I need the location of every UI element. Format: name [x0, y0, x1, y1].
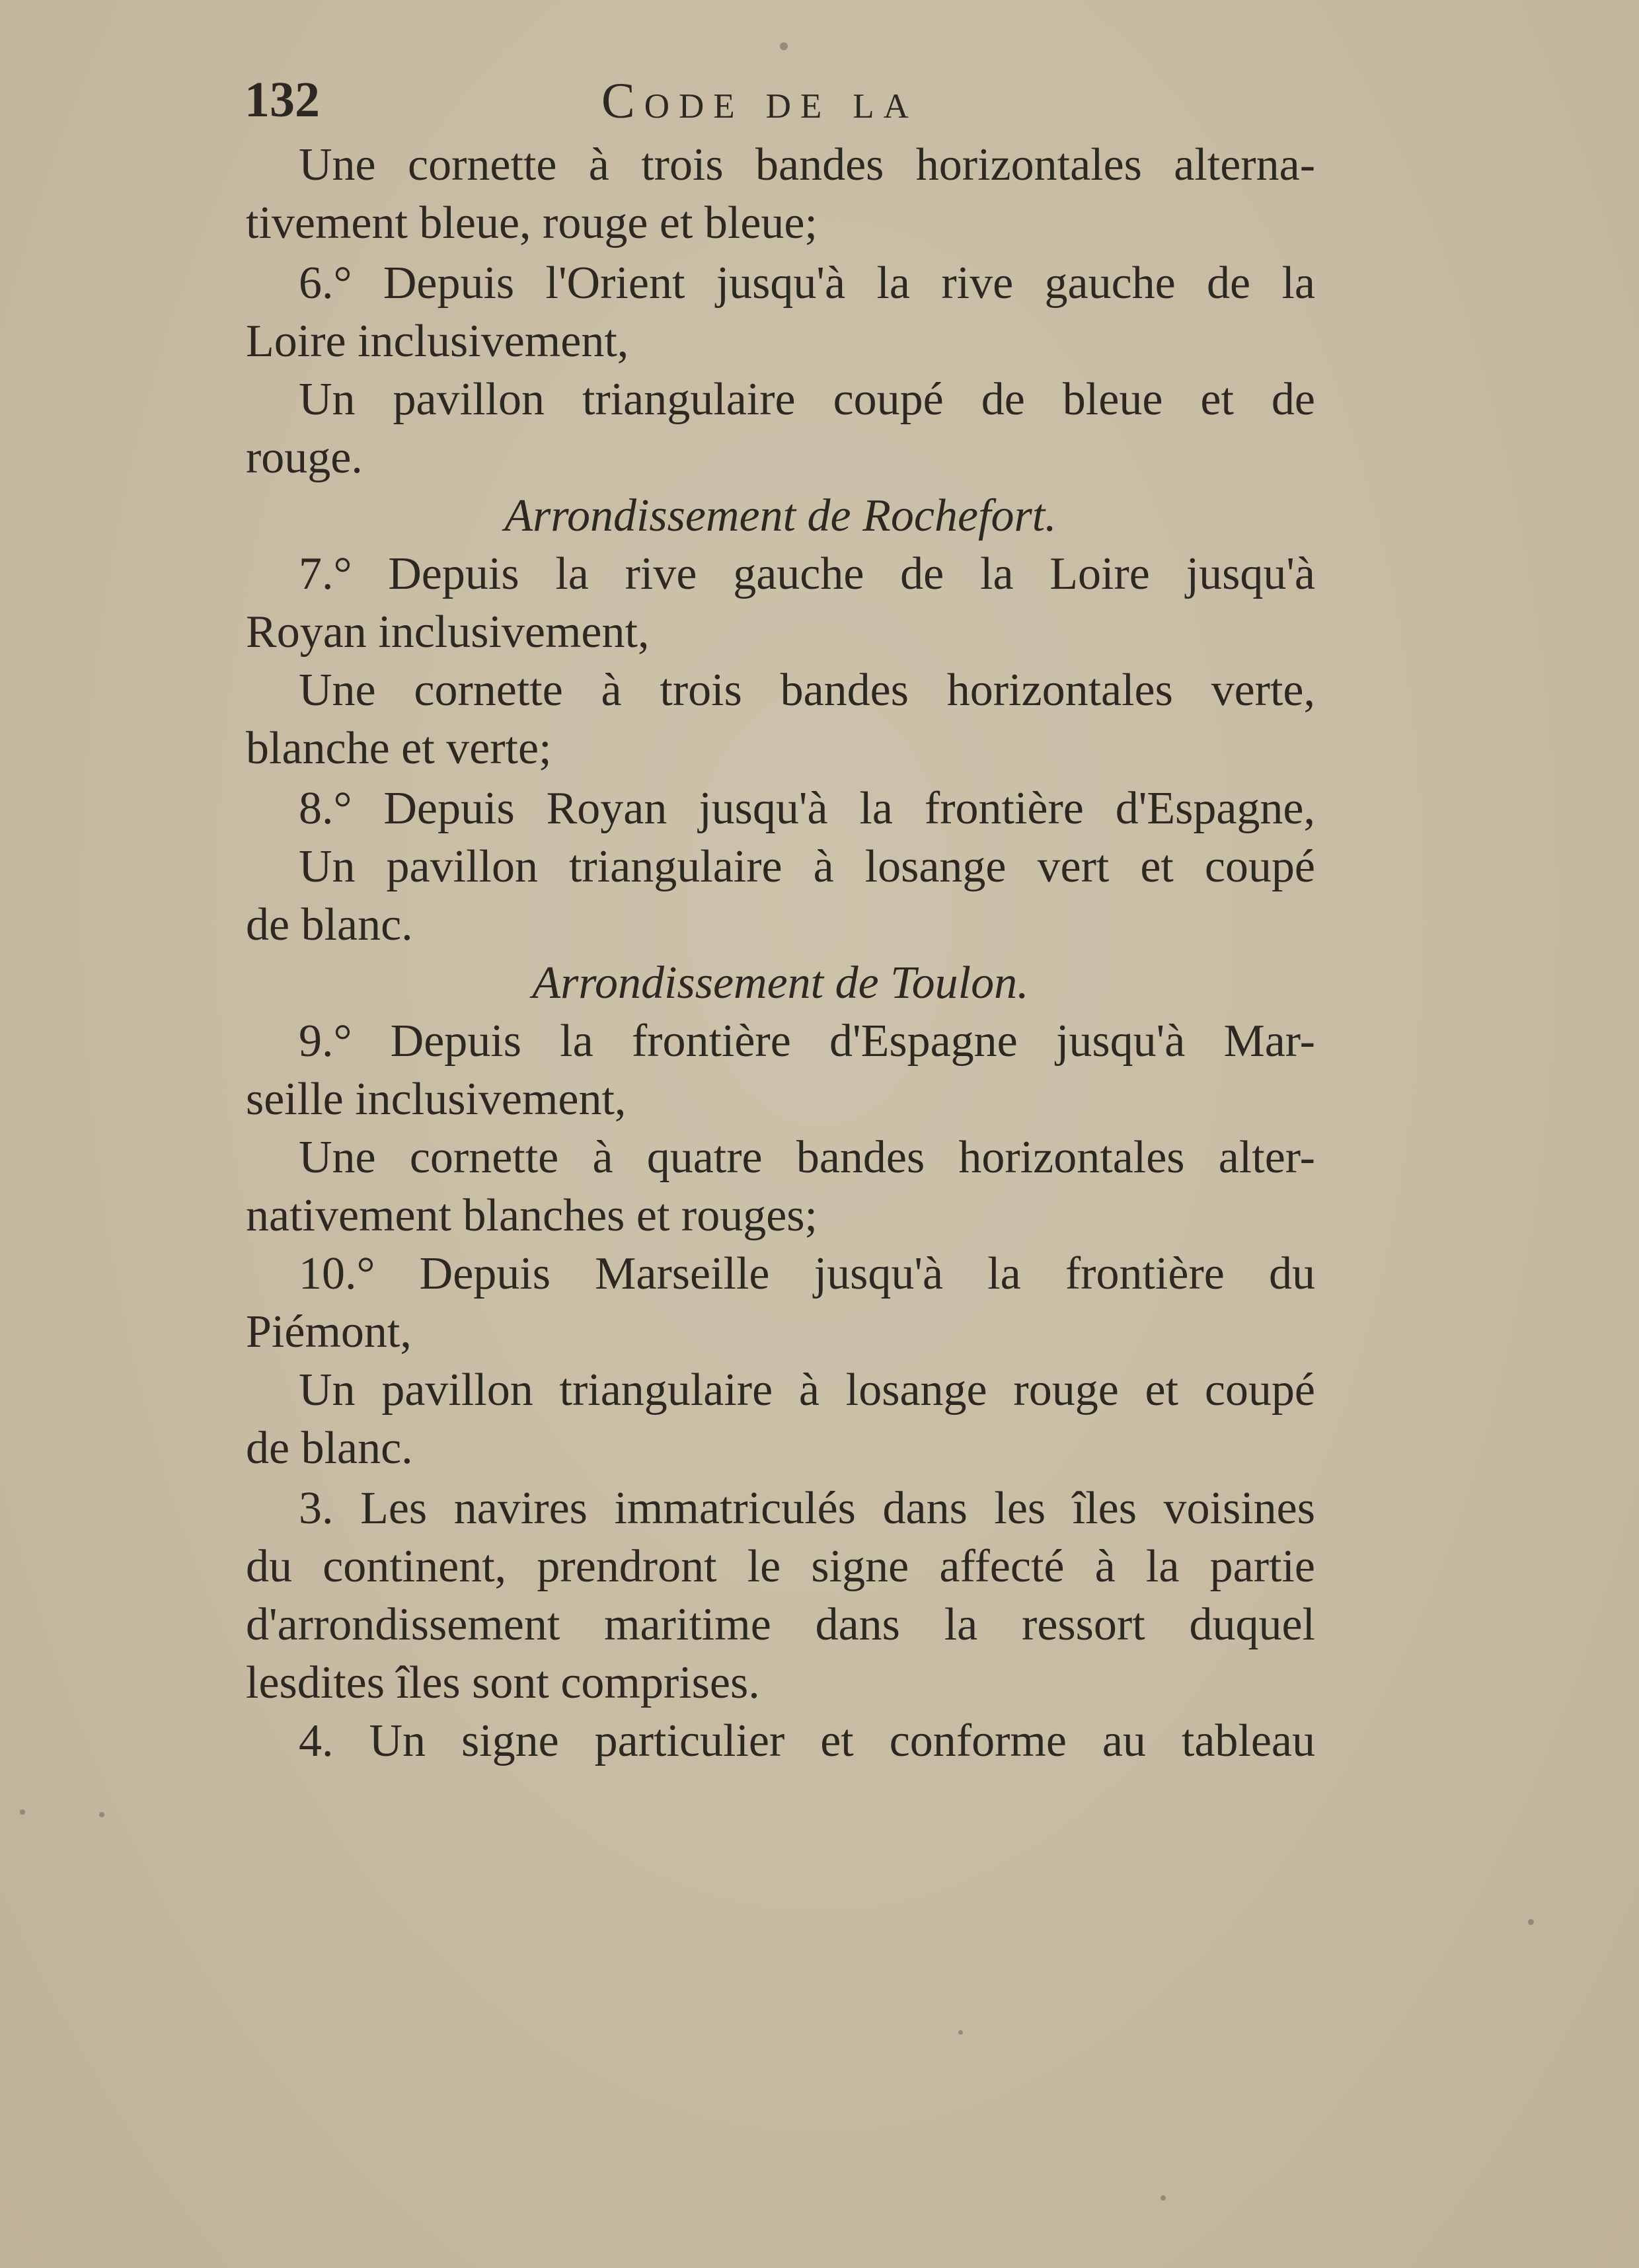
running-title: Code de la: [601, 73, 918, 129]
paper-speck: [1528, 1919, 1534, 1925]
text-line: blanche et verte;: [246, 723, 552, 774]
text-line: Une cornette à trois bandes horizontales verte,: [299, 665, 1315, 716]
body-text: [246, 136, 1315, 1770]
text-line: Royan inclusivement,: [246, 607, 650, 658]
page-number: 132: [245, 72, 320, 128]
page-header: [245, 71, 1315, 137]
text-line: du continent, prendront le signe affecté à la partie: [246, 1541, 1315, 1592]
text-line: Une cornette à trois bandes horizontales alterna-: [299, 139, 1315, 190]
text-line: Une cornette à quatre bandes horizontales alter-: [299, 1132, 1315, 1183]
text-line: seille inclusivement,: [246, 1074, 627, 1125]
paper-speck: [20, 1809, 25, 1815]
paper-speck: [1161, 2195, 1166, 2201]
text-line: Piémont,: [246, 1306, 412, 1357]
text-line: 8.° Depuis Royan jusqu'à la frontière d'Espagne,: [299, 783, 1315, 834]
text-line: nativement blanches et rouges;: [246, 1190, 818, 1241]
text-line: Loire inclusivement,: [246, 316, 629, 367]
text-line: d'arrondissement maritime dans la ressort duquel: [246, 1599, 1315, 1650]
text-line: 10.° Depuis Marseille jusqu'à la frontière du: [299, 1248, 1315, 1299]
paper-speck: [780, 42, 788, 50]
paper-speck: [958, 2030, 963, 2035]
text-line: Un pavillon triangulaire à losange rouge et coupé: [299, 1365, 1315, 1416]
text-line: 4. Un signe particulier et conforme au tableau: [299, 1716, 1315, 1766]
text-line: 9.° Depuis la frontière d'Espagne jusqu'à Mar-: [299, 1016, 1315, 1067]
text-line: tivement bleue, rouge et bleue;: [246, 198, 818, 248]
text-line: Un pavillon triangulaire à losange vert et coupé: [299, 841, 1315, 892]
text-line: 6.° Depuis l'Orient jusqu'à la rive gauche de la: [299, 258, 1315, 309]
text-line: 3. Les navires immatriculés dans les îles voisines: [299, 1483, 1315, 1534]
text-line: de blanc.: [246, 899, 413, 950]
text-line: 7.° Depuis la rive gauche de la Loire jusqu'à: [299, 548, 1315, 599]
text-line: Un pavillon triangulaire coupé de bleue et de: [299, 374, 1315, 425]
text-line: lesdites îles sont comprises.: [246, 1657, 760, 1708]
text-line: de blanc.: [246, 1423, 413, 1474]
section-heading-rochefort: Arrondissement de Rochefort.: [504, 490, 1057, 541]
paper-speck: [99, 1812, 104, 1817]
text-line: rouge.: [246, 432, 363, 483]
section-heading-toulon: Arrondissement de Toulon.: [532, 958, 1029, 1008]
